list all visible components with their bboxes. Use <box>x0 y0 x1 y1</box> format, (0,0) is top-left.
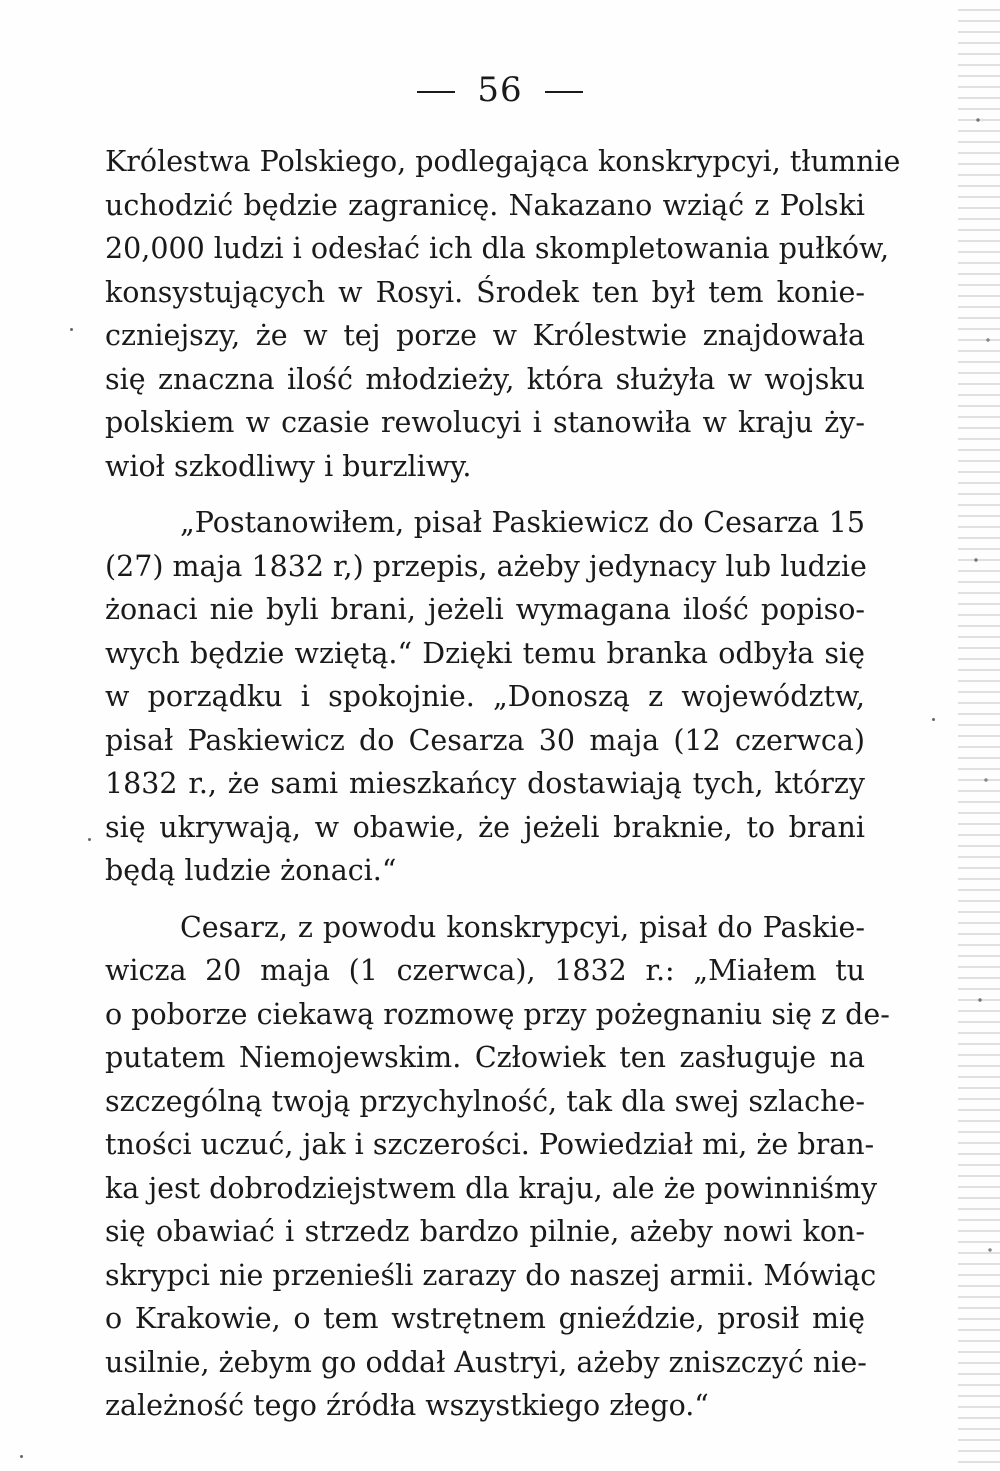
scan-edge-noise <box>958 0 1000 1471</box>
page-number-dash-right <box>545 91 583 93</box>
text-line: Królestwa Polskiego, podlegająca konskrypcyi, tłumnie <box>105 145 901 178</box>
text-line: skrypci nie przenieśli zarazy do naszej armii. Mówiąc <box>105 1258 877 1292</box>
text-line: pisał Paskiewicz do Cesarza 30 maja (12 czerwca) <box>105 723 865 757</box>
text-line: wych będzie wziętą.“ Dzięki temu branka odbyła się <box>105 636 865 670</box>
text-line: będą ludzie żonaci.“ <box>105 854 397 887</box>
body-text <box>105 140 901 1428</box>
text-line: się ukrywają, w obawie, że jeżeli braknie, to brani <box>105 810 865 844</box>
text-line: putatem Niemojewskim. Człowiek ten zasługuje na <box>105 1041 865 1074</box>
text-line: zależność tego źródła wszystkiego złego.“ <box>105 1389 709 1422</box>
text-line: żonaci nie byli brani, jeżeli wymagana ilość popiso- <box>105 593 865 626</box>
text-line: 20,000 ludzi i odesłać ich dla skompletowania pułków, <box>105 232 890 265</box>
page-number-dash-left <box>417 91 455 93</box>
scan-speck <box>70 328 73 331</box>
page-number <box>0 70 1000 110</box>
text-line: ka jest dobrodziejstwem dla kraju, ale że powinniśmy <box>105 1171 878 1205</box>
paragraph-2 <box>105 501 865 893</box>
text-line: uchodzić będzie zagranicę. Nakazano wziąć z Polski <box>105 188 865 222</box>
text-line: tności uczuć, jak i szczerości. Powiedział mi, że bran- <box>105 1128 875 1161</box>
text-line: konsystujących w Rosyi. Środek ten był tem konie- <box>105 275 865 309</box>
text-line: wioł szkodliwy i burzliwy. <box>105 449 472 483</box>
paragraph-3 <box>105 906 890 1428</box>
text-line: o poborze ciekawą rozmowę przy pożegnaniu się z de- <box>105 997 890 1031</box>
text-line: wicza 20 maja (1 czerwca), 1832 r.: „Miałem tu <box>105 954 865 987</box>
text-line: czniejszy, że w tej porze w Królestwie znajdowała <box>105 319 865 352</box>
text-line: Cesarz, z powodu konskrypcyi, pisał do Paskie- <box>180 910 865 944</box>
text-line: szczególną twoją przychylność, tak dla swej szlache- <box>105 1084 865 1118</box>
text-line: o Krakowie, o tem wstrętnem gnieździe, prosił mię <box>105 1302 865 1335</box>
scan-speck <box>88 838 91 841</box>
text-line: usilnie, żebym go oddał Austryi, ażeby zniszczyć nie- <box>105 1345 867 1379</box>
paragraph-1 <box>105 140 901 488</box>
text-line: polskiem w czasie rewolucyi i stanowiła w kraju ży- <box>105 406 865 439</box>
text-line: się obawiać i strzedz bardzo pilnie, ażeby nowi kon- <box>105 1215 865 1248</box>
paragraph-spacer <box>105 893 865 906</box>
page-number-value: 56 <box>477 70 523 110</box>
text-line: w porządku i spokojnie. „Donoszą z województw, <box>105 680 865 713</box>
paragraph-spacer <box>105 488 865 501</box>
scan-speck <box>932 718 935 721</box>
text-line: (27) maja 1832 r,) przepis, ażeby jedynacy lub ludzie <box>105 549 867 583</box>
text-line: się znaczna ilość młodzieży, która służyła w wojsku <box>105 362 865 396</box>
text-line: „Postanowiłem, pisał Paskiewicz do Cesarza 15 <box>180 506 865 539</box>
text-line: 1832 r., że sami mieszkańcy dostawiają tych, którzy <box>105 767 865 800</box>
scan-speck <box>20 1455 23 1458</box>
